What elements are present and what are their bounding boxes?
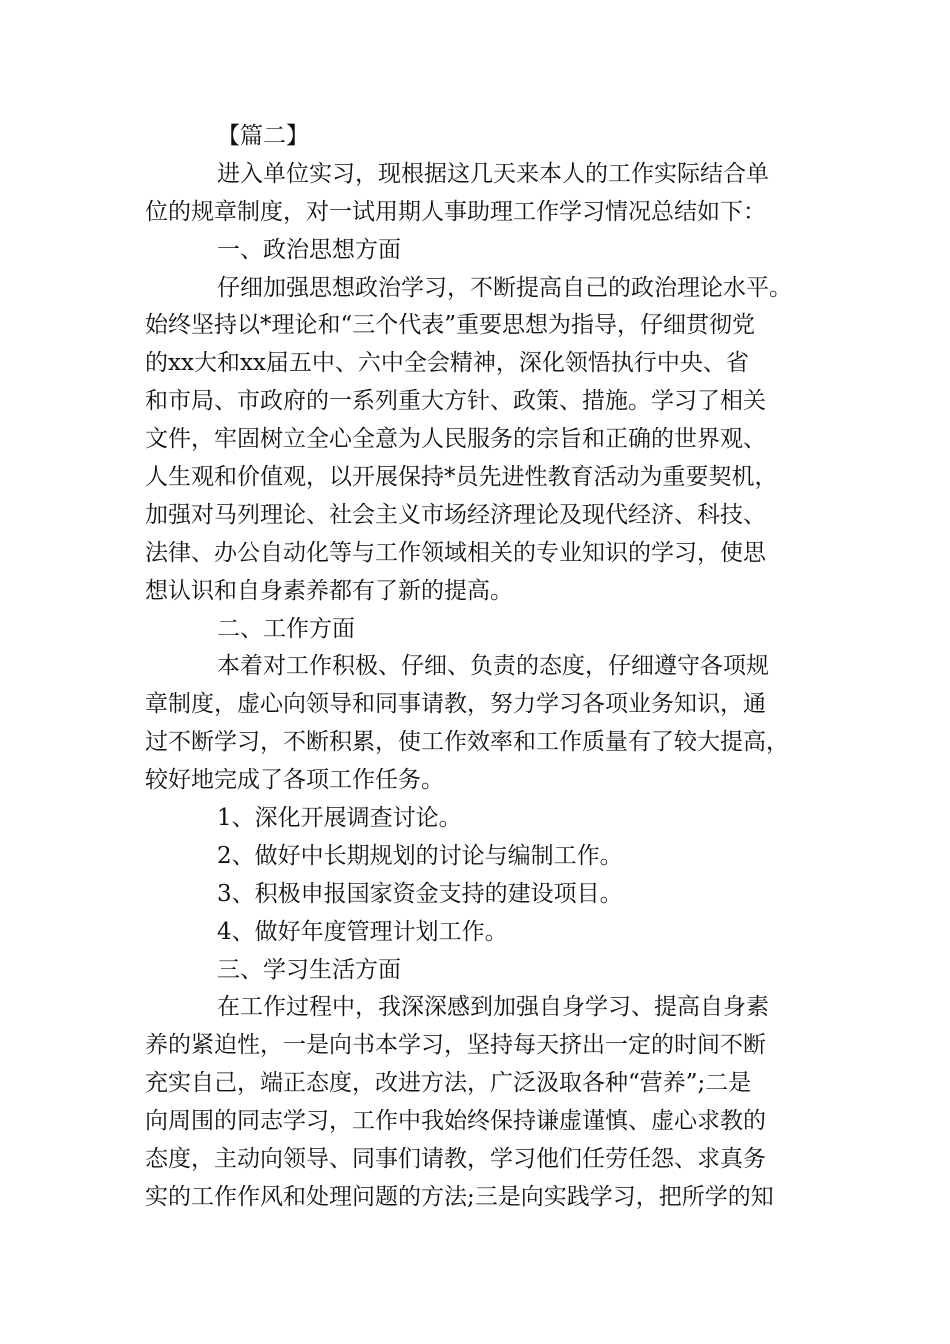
text-line: 始终坚持以*理论和“三个代表”重要思想为指导，仔细贯彻党 <box>145 312 756 339</box>
text-line: 较好地完成了各项工作任务。 <box>145 767 444 794</box>
text-line: 加强对马列理论、社会主义市场经济理论及现代经济、科技、 <box>145 501 766 528</box>
text-line: 法律、办公自动化等与工作领域相关的专业知识的学习，使思 <box>145 539 766 566</box>
section-title: 【篇二】 <box>217 123 309 149</box>
text-line: 在工作过程中，我深深感到加强自身学习、提高自身素 <box>217 994 769 1021</box>
text-line: 二、工作方面 <box>217 615 355 642</box>
text-line: 实的工作作风和处理问题的方法;三是向实践学习，把所学的知 <box>145 1183 774 1210</box>
text-line: 3、积极申报国家资金支持的建设项目。 <box>217 880 623 907</box>
text-line: 进入单位实习，现根据这几天来本人的工作实际结合单 <box>217 160 769 187</box>
text-line: 的xx大和xx届五中、六中全会精神，深化领悟执行中央、省 <box>145 350 749 377</box>
text-line: 本着对工作积极、仔细、负责的态度，仔细遵守各项规 <box>217 653 769 680</box>
text-line: 过不断学习，不断积累，使工作效率和工作质量有了较大提高， <box>145 729 789 756</box>
text-line: 向周围的同志学习，工作中我始终保持谦虚谨慎、虚心求教的 <box>145 1108 766 1135</box>
text-line: 养的紧迫性，一是向书本学习，坚持每天挤出一定的时间不断 <box>145 1032 766 1059</box>
document-body <box>145 156 807 1217</box>
text-line: 充实自己，端正态度，改进方法，广泛汲取各种“营养”;二是 <box>145 1070 752 1097</box>
text-line: 章制度，虚心向领导和同事请教，努力学习各项业务知识，通 <box>145 691 766 718</box>
text-line: 2、做好中长期规划的讨论与编制工作。 <box>217 842 623 869</box>
text-line: 文件，牢固树立全心全意为人民服务的宗旨和正确的世界观、 <box>145 426 766 453</box>
text-line: 想认识和自身素养都有了新的提高。 <box>145 577 513 604</box>
text-line: 4、做好年度管理计划工作。 <box>217 918 508 945</box>
text-line: 三、学习生活方面 <box>217 956 401 983</box>
text-line: 人生观和价值观，以开展保持*员先进性教育活动为重要契机， <box>145 464 778 491</box>
document-page <box>145 118 807 1217</box>
text-line: 一、政治思想方面 <box>217 236 401 263</box>
text-line: 仔细加强思想政治学习，不断提高自己的政治理论水平。 <box>217 274 792 301</box>
text-line: 1、深化开展调查讨论。 <box>217 805 462 832</box>
text-line: 态度，主动向领导、同事们请教，学习他们任劳任怨、求真务 <box>145 1146 766 1173</box>
text-line: 和市局、市政府的一系列重大方针、政策、措施。学习了相关 <box>145 388 766 415</box>
text-line: 位的规章制度，对一试用期人事助理工作学习情况总结如下： <box>145 198 766 225</box>
